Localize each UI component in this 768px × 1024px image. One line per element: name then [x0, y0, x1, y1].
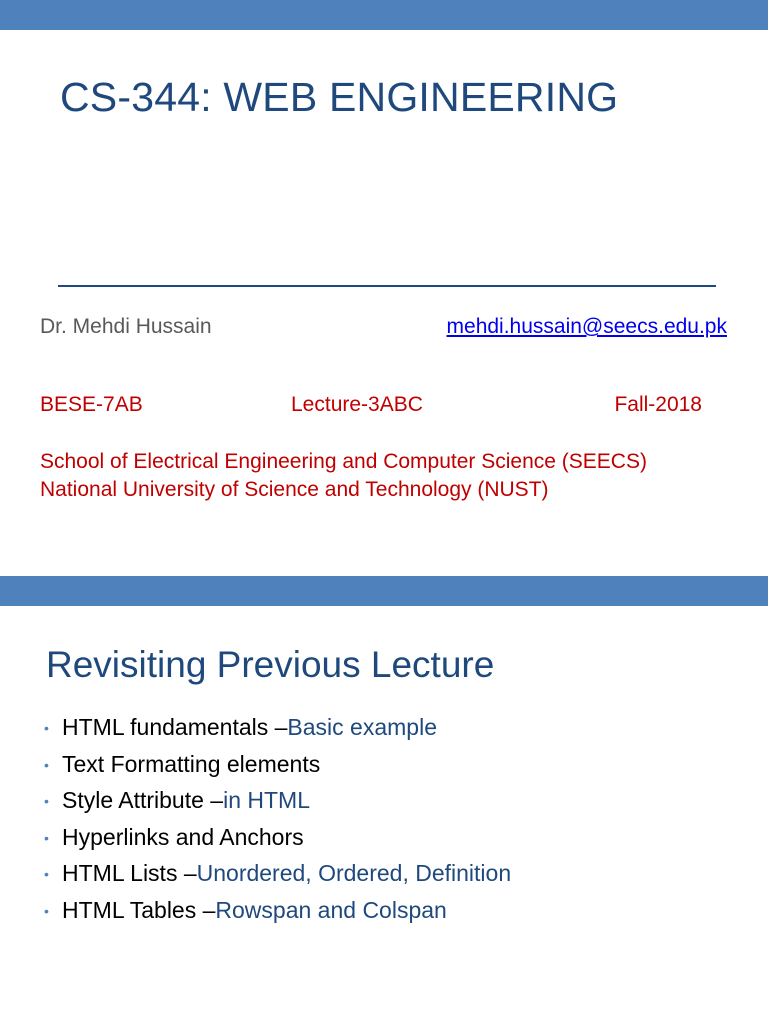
- bullet-accent-text: Basic example: [287, 714, 437, 740]
- university-name: National University of Science and Technology (NUST): [40, 478, 549, 501]
- course-title: CS-344: WEB ENGINEERING: [60, 74, 619, 120]
- slide-title: Revisiting Previous Lecture: [46, 644, 495, 685]
- bullet-icon: •: [44, 829, 49, 846]
- bullet-icon: •: [44, 866, 49, 883]
- author-name: Dr. Mehdi Hussain: [40, 315, 212, 338]
- list-item: [44, 860, 511, 897]
- content-slide: [0, 576, 768, 1024]
- bullet-icon: •: [44, 756, 49, 773]
- bullet-text: Style Attribute –: [62, 787, 224, 814]
- bullet-icon: •: [44, 902, 49, 919]
- bullet-icon: •: [44, 793, 49, 810]
- bullet-list: [44, 714, 511, 934]
- slide-top-bar: [0, 576, 768, 606]
- bullet-accent-text: Rowspan and Colspan: [215, 896, 447, 923]
- list-item: [44, 714, 511, 751]
- bullet-accent-text: Unordered, Ordered, Definition: [196, 860, 512, 887]
- lecture-label: Lecture-3ABC: [291, 393, 423, 416]
- bullet-text: HTML Lists –: [62, 860, 197, 887]
- bullet-icon: •: [44, 720, 49, 736]
- term-label: Fall-2018: [614, 393, 702, 416]
- bullet-accent-text: in HTML: [223, 787, 310, 814]
- bullet-text: HTML fundamentals –: [62, 714, 288, 740]
- bullet-text: HTML Tables –: [62, 896, 216, 923]
- list-item: [44, 897, 511, 934]
- list-item: [44, 751, 511, 788]
- list-item: [44, 824, 511, 861]
- school-name: School of Electrical Engineering and Computer Science (SEECS): [40, 450, 647, 473]
- bullet-text: Text Formatting elements: [62, 750, 321, 777]
- title-divider: [58, 285, 716, 287]
- slide-top-bar: [0, 0, 768, 30]
- author-email-link[interactable]: mehdi.hussain@seecs.edu.pk: [446, 315, 727, 338]
- bullet-text: Hyperlinks and Anchors: [62, 823, 304, 850]
- list-item: [44, 787, 511, 824]
- class-label: BESE-7AB: [40, 393, 143, 416]
